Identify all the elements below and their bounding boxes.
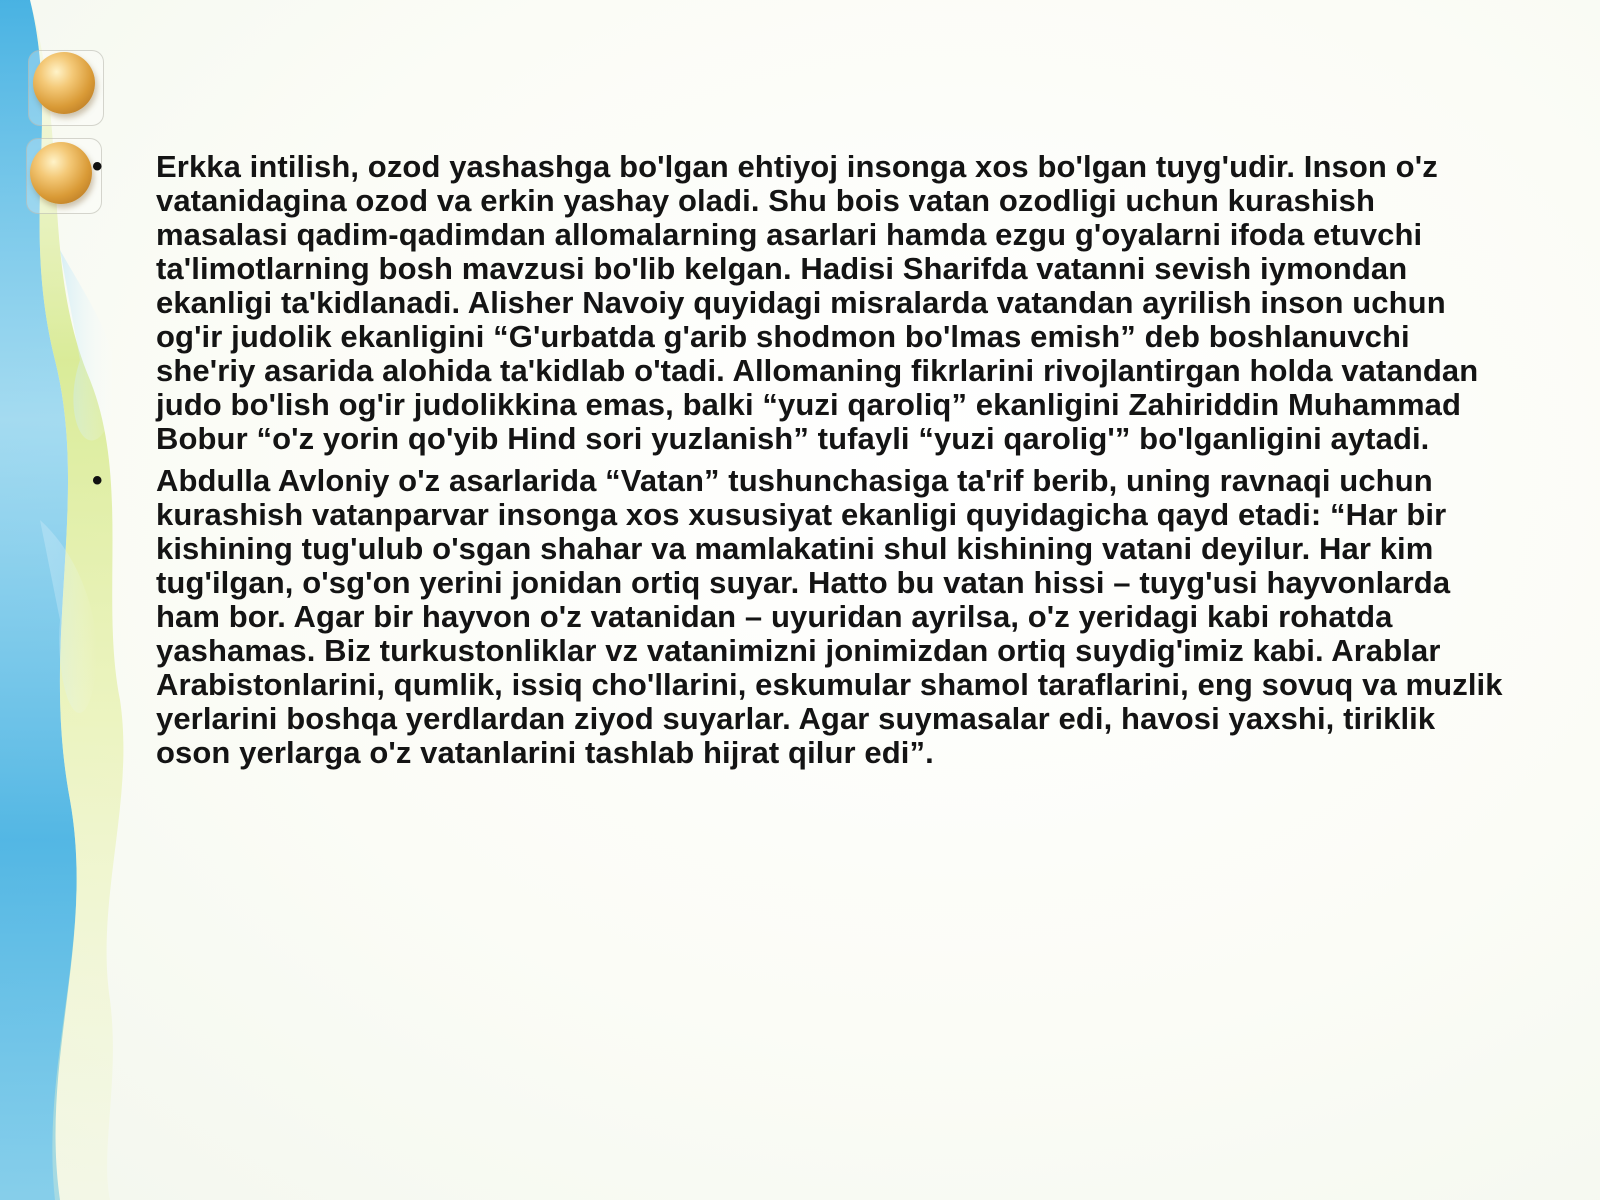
slide-body xyxy=(92,150,1512,778)
bullet-item xyxy=(92,464,1512,770)
gold-bead-icon xyxy=(30,142,92,204)
bullet-paragraph: Abdulla Avloniy o'z asarlarida “Vatan” tushunchasiga ta'rif berib, uning ravnaqi uchun kurashish vatanparvar insonga xos xususiyat ekanligi quyidagicha qayd etadi: “Har bir kishining tug'ulub o'sgan shahar va mamlakatini shul kishining vatani deyilur. Har kim tug'ilgan, o'sg'on yerini jonidan ortiq suyar. Hatto bu vatan hissi – tuyg'usi hayvonlarda ham bor. Agar bir hayvon o'z vatanidan – uyuridan ayrilsa, o'z yeridagi kabi rohatda yashamas. Biz turkustonliklar vz vatanimizni jonimizdan ortiq suydig'imiz kabi. Arablar Arabistonlarini, qumlik, issiq cho'llarini, eskumular shamol taraflarini, eng sovuq va muzlik yerlarini boshqa yerdlardan ziyod suyarlar. Agar suymasalar edi, havosi yaxshi, tiriklik oson yerlarga o'z vatanlarini tashlab hijrat qilur edi”. xyxy=(156,463,1503,770)
gold-bead-icon xyxy=(33,52,95,114)
bullet-item xyxy=(92,150,1512,456)
bullet-marker: • xyxy=(92,150,103,183)
bullet-marker: • xyxy=(92,464,103,497)
bullet-paragraph: Erkka intilish, ozod yashashga bo'lgan ehtiyoj insonga xos bo'lgan tuyg'udir. Inson o'z vatanidagina ozod va erkin yashay oladi. Shu bois vatan ozodligi uchun kurashish masalasi qadim-qadimdan allomalarning asarlari hamda ezgu g'oyalarni ifoda etuvchi ta'limotlarning bosh mavzusi bo'lib kelgan. Hadisi Sharifda vatanni sevish iymondan ekanligi ta'kidlanadi. Alisher Navoiy quyidagi misralarda vatandan ayrilish inson uchun og'ir judolik ekanligini “G'urbatda g'arib shodmon bo'lmas emish” deb boshlanuvchi she'riy asarida alohida ta'kidlab o'tadi. Allomaning fikrlarini rivojlantirgan holda vatandan judo bo'lish og'ir judolikkina emas, balki “yuzi qaroliq” ekanligini Zahiriddin Muhammad Bobur “o'z yorin qo'yib Hind sori yuzlanish” tufayli “yuzi qarolig'” bo'lganligini aytadi. xyxy=(156,149,1479,456)
